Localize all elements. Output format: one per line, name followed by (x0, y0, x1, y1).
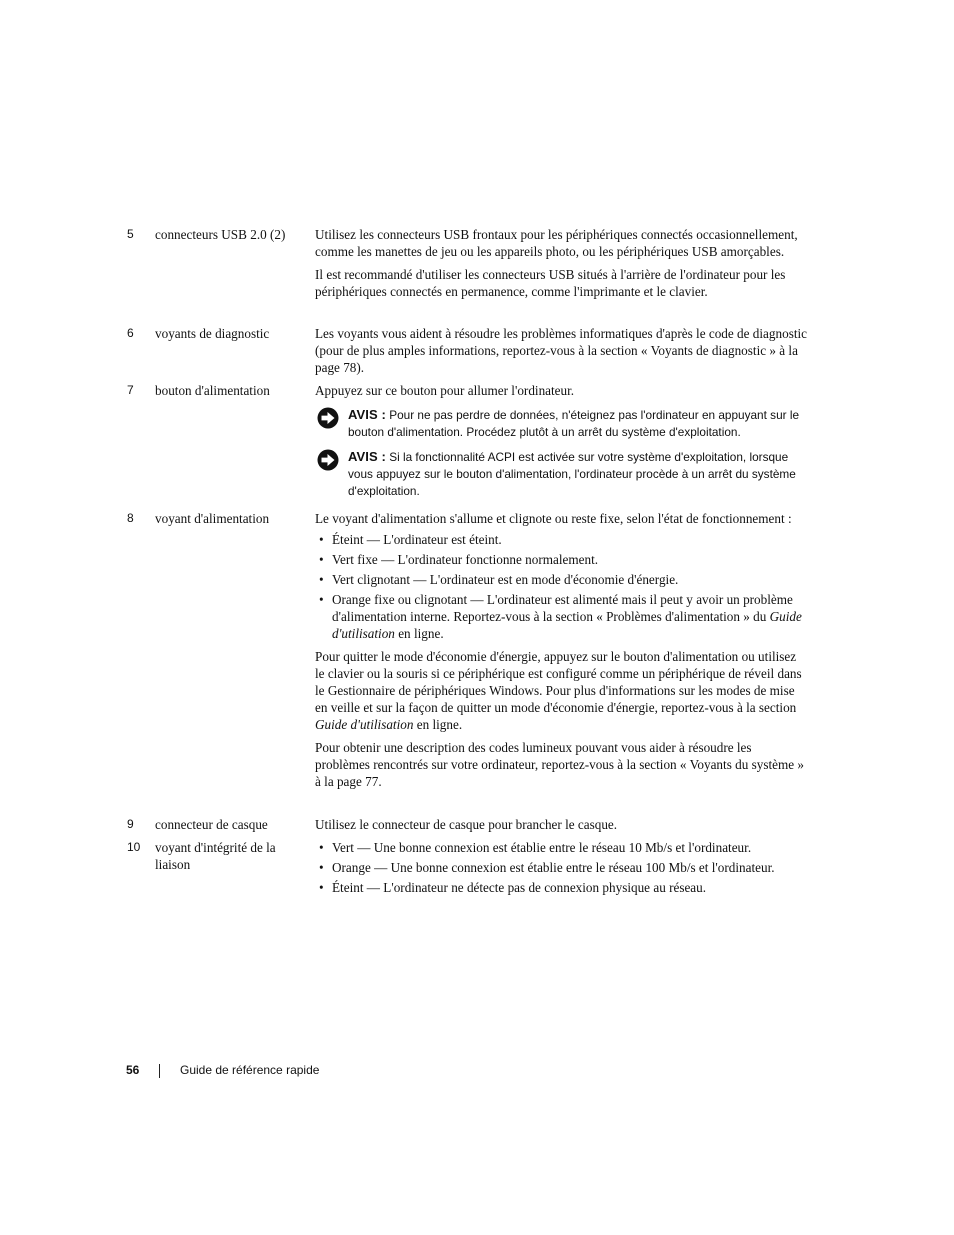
list-item (315, 591, 807, 642)
row-number: 7 (127, 383, 134, 397)
row-number: 10 (127, 840, 141, 854)
notice-arrow-icon (317, 407, 339, 429)
row-label: connecteurs USB 2.0 (2) (155, 227, 286, 242)
row-label: connecteur de casque (155, 817, 268, 832)
row-description (315, 226, 807, 300)
notice-tag: AVIS : (348, 449, 386, 464)
list-item-text: Vert — Une bonne connexion est établie entre le réseau 10 Mb/s et l'ordinateur. (332, 840, 752, 855)
row-description (315, 382, 807, 500)
footer-title: Guide de référence rapide (180, 1063, 320, 1077)
row-label: voyants de diagnostic (155, 326, 270, 341)
notice-box (315, 448, 807, 500)
description-paragraph: Pour obtenir une description des codes lumineux pouvant vous aider à résoudre les problèmes rencontrés sur votre ordinateur, reportez-vous à la section « Voyants du système » à la page 77. (315, 740, 804, 789)
list-item-text: Vert fixe — L'ordinateur fonctionne normalement. (332, 552, 599, 567)
row-description (315, 839, 807, 902)
list-item (315, 839, 807, 856)
notice-text: Pour ne pas perdre de données, n'éteignez pas l'ordinateur en appuyant sur le bouton d'alimentation. Procédez plutôt à un arrêt du système d'exploitation. (348, 408, 800, 439)
list-item (315, 859, 807, 876)
list-item-text: Éteint — L'ordinateur est éteint. (332, 532, 502, 547)
notice-box (315, 406, 807, 441)
list-item (315, 571, 807, 588)
list-item (315, 551, 807, 568)
footer-divider (159, 1064, 160, 1078)
list-item (315, 531, 807, 548)
list-item-text: Éteint — L'ordinateur ne détecte pas de connexion physique au réseau. (332, 880, 707, 895)
row-description (315, 325, 807, 376)
notice-text: Si la fonctionnalité ACPI est activée sur votre système d'exploitation, lorsque vous appuyez sur le bouton d'alimentation, l'ordinateur procède à un arrêt du système d'exploitation. (348, 450, 796, 498)
guide-title: Guide d'utilisation (315, 717, 414, 732)
paragraph-text: Pour quitter le mode d'économie d'énergie, appuyez sur le bouton d'alimentation ou utilisez le clavier ou la souris si ce périphérique est configuré comme un périphérique de réveil dans le Gestionnaire de périphériques Windows. Pour plus d'informations sur les modes de mise en veille et sur la façon de quitter un mode d'économie d'énergie, reportez-vous à la section (315, 649, 802, 715)
row-number: 5 (127, 227, 134, 241)
notice-arrow-icon (317, 449, 339, 471)
description-paragraph: Le voyant d'alimentation s'allume et clignote ou reste fixe, selon l'état de fonctionnement : (315, 511, 792, 526)
description-paragraph: Utilisez le connecteur de casque pour brancher le casque. (315, 817, 618, 832)
row-label: voyant d'intégrité de la liaison (155, 840, 276, 872)
row-number: 9 (127, 817, 134, 831)
bullet-icon: • (319, 880, 324, 895)
description-paragraph: Il est recommandé d'utiliser les connecteurs USB situés à l'arrière de l'ordinateur pour les périphériques connectés en permanence, comme l'imprimante et le clavier. (315, 267, 786, 299)
bullet-icon: • (319, 552, 324, 567)
bullet-list (315, 839, 807, 896)
bullet-icon: • (319, 840, 324, 855)
bullet-icon: • (319, 532, 324, 547)
list-item-text: Vert clignotant — L'ordinateur est en mode d'économie d'énergie. (332, 572, 679, 587)
row-description (315, 510, 807, 790)
bullet-list (315, 531, 807, 642)
row-number: 6 (127, 326, 134, 340)
list-item (315, 879, 807, 896)
bullet-icon: • (319, 572, 324, 587)
paragraph-text: en ligne. (413, 717, 463, 732)
notice-tag: AVIS : (348, 407, 386, 422)
bullet-icon: • (319, 592, 324, 607)
row-number: 8 (127, 511, 134, 525)
list-item-text: Orange fixe ou clignotant — L'ordinateur est alimenté mais il peut y avoir un problème d'alimentation interne. Reportez-vous à la section « Problèmes d'alimentation » du (332, 592, 793, 624)
list-item-text: en ligne. (394, 626, 444, 641)
description-paragraph: Appuyez sur ce bouton pour allumer l'ordinateur. (315, 383, 575, 398)
description-paragraph (315, 648, 807, 733)
description-paragraph: Utilisez les connecteurs USB frontaux pour les périphériques connectés occasionnellement, comme les manettes de jeu ou les appareils photo, ou les périphériques USB amorçables. (315, 227, 798, 259)
page-number: 56 (126, 1063, 140, 1077)
row-label: voyant d'alimentation (155, 511, 270, 526)
list-item-text: Orange — Une bonne connexion est établie entre le réseau 100 Mb/s et l'ordinateur. (332, 860, 775, 875)
guide-title: Guide d'utilisation (332, 609, 802, 641)
description-paragraph: Les voyants vous aident à résoudre les problèmes informatiques d'après le code de diagnostic (pour de plus amples informations, reportez-vous à la section « Voyants de diagnostic » à la page 78). (315, 326, 808, 375)
row-label: bouton d'alimentation (155, 383, 270, 398)
row-description (315, 816, 807, 833)
bullet-icon: • (319, 860, 324, 875)
